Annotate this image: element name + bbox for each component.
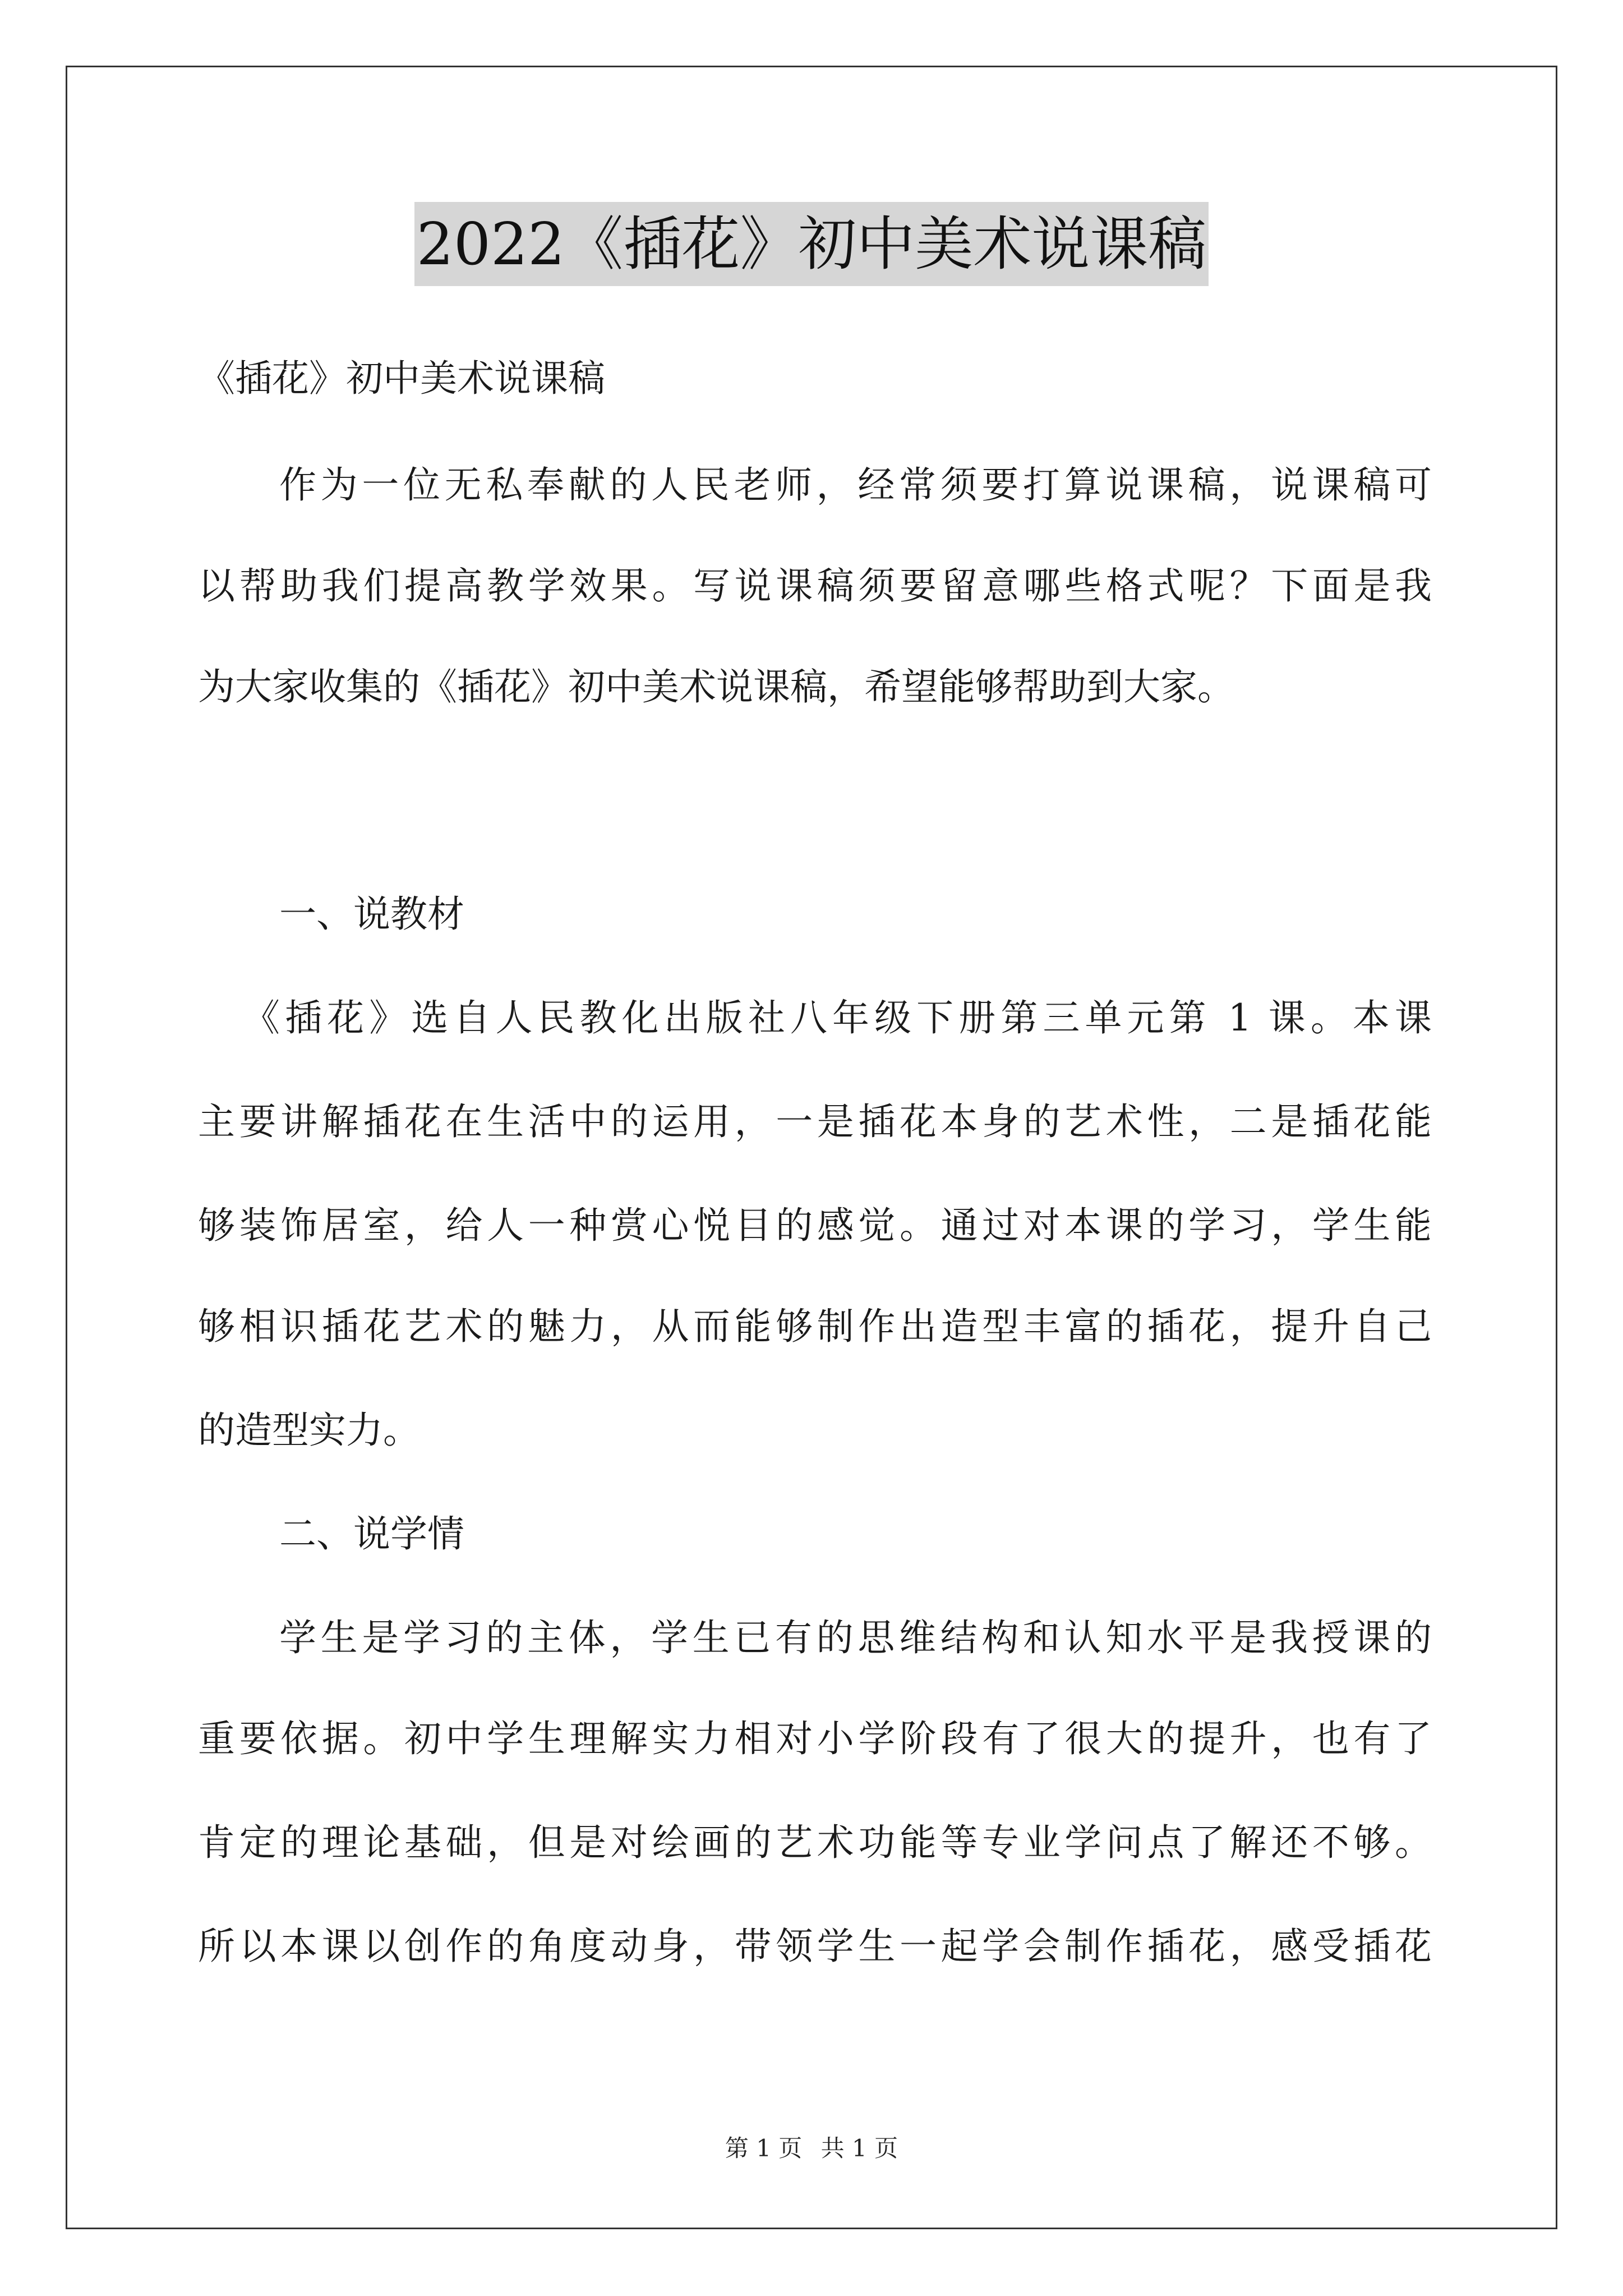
paragraph-line: 够相识插花艺术的魅力，从而能够制作出造型丰富的插花，提升自己 [198,1305,1432,1348]
paragraph-line: 重要依据。初中学生理解实力相对小学阶段有了很大的提升，也有了 [198,1717,1432,1760]
paragraph-line: 的造型实力。 [198,1409,420,1452]
section-heading: 二、说学情 [279,1512,464,1556]
paragraph-line: 作为一位无私奉献的人民老师，经常须要打算说课稿，说课稿可 [279,463,1432,507]
page-number: 第 1 页 [725,2134,803,2162]
subtitle-line: 《插花》初中美术说课稿 [198,357,605,400]
page-footer [0,2132,1623,2165]
paragraph-line: 主要讲解插花在生活中的运用，一是插花本身的艺术性，二是插花能 [198,1100,1432,1143]
paragraph-line: 学生是学习的主体，学生已有的思维结构和认知水平是我授课的 [279,1616,1432,1659]
paragraph-line: 为大家收集的《插花》初中美术说课稿，希望能够帮助到大家。 [198,665,1234,708]
page-total: 共 1 页 [820,2134,898,2162]
section-heading: 一、说教材 [279,892,464,936]
paragraph-line: 以帮助我们提高教学效果。写说课稿须要留意哪些格式呢？下面是我 [198,564,1432,608]
paragraph-line: 所以本课以创作的角度动身，带领学生一起学会制作插花，感受插花 [198,1925,1432,1968]
title-container [0,202,1623,286]
paragraph-line: 肯定的理论基础，但是对绘画的艺术功能等专业学问点了解还不够。 [198,1821,1432,1864]
paragraph-line: 《插花》选自人民教化出版社八年级下册第三单元第 1 课。本课 [243,996,1432,1039]
document-title: 2022《插花》初中美术说课稿 [414,202,1209,286]
paragraph-line: 够装饰居室，给人一种赏心悦目的感觉。通过对本课的学习，学生能 [198,1204,1432,1247]
